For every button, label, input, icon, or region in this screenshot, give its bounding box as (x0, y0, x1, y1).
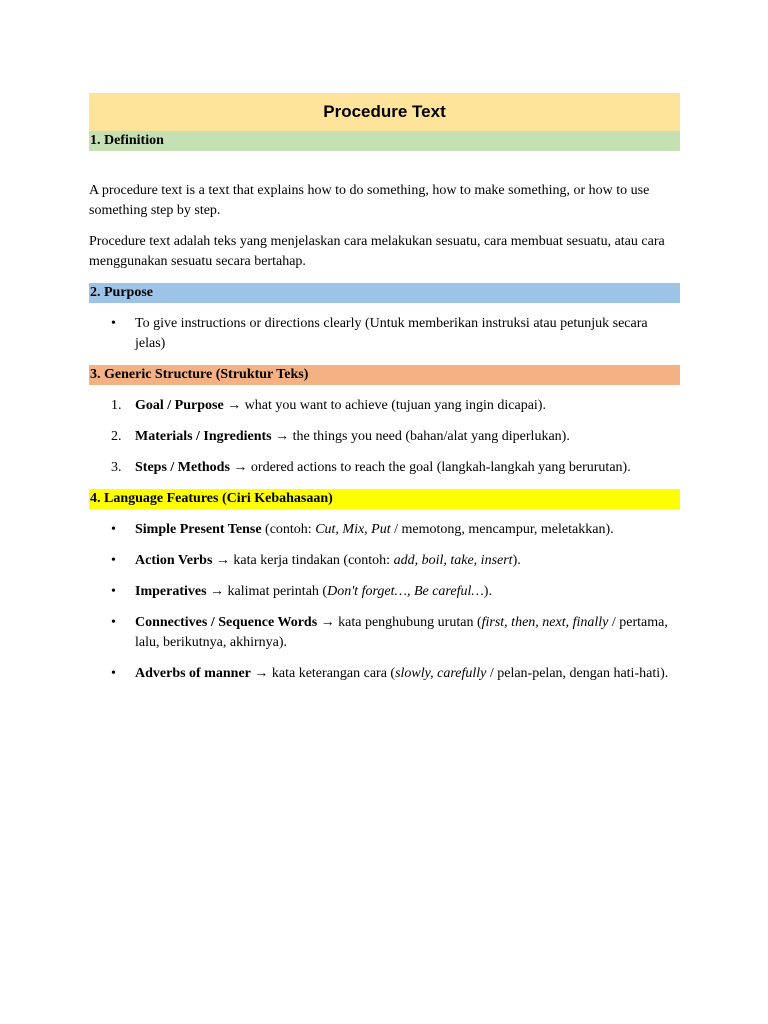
structure-list (89, 396, 680, 478)
feature-text: → kata penghubung urutan ( (317, 615, 482, 630)
document-content (89, 93, 680, 684)
bullet-marker: • (111, 666, 116, 681)
section-heading-structure: 3. Generic Structure (Struktur Teks) (89, 365, 680, 385)
document-title: Procedure Text (89, 93, 680, 131)
structure-description: what you want to achieve (tujuan yang ingin dicapai). (244, 398, 546, 413)
feature-text: → kalimat perintah ( (206, 584, 328, 599)
feature-term: Adverbs of manner (135, 666, 251, 681)
feature-example: slowly, carefully (395, 666, 487, 681)
section-heading-definition: 1. Definition (89, 131, 680, 151)
feature-text: / pertama, lalu, berikutnya, akhirnya). (135, 615, 668, 650)
arrow: → (271, 429, 293, 444)
list-item (89, 396, 680, 416)
list-item (89, 427, 680, 447)
arrow: → (223, 398, 245, 413)
arrow: → (229, 460, 251, 475)
feature-example: add, boil, take, insert (393, 553, 513, 568)
list-item (89, 664, 680, 684)
structure-term: Materials / Ingredients (135, 429, 272, 444)
feature-text: (contoh: (261, 522, 316, 537)
list-item (89, 613, 680, 653)
bullet-marker: • (111, 584, 116, 599)
definition-paragraph-indonesian: Procedure text adalah teks yang menjelaskan cara melakukan sesuatu, cara membuat sesuatu, atau cara menggunakan sesuatu secara bertahap. (89, 234, 665, 269)
language-features-list (89, 520, 680, 684)
bullet-marker: • (111, 316, 116, 331)
feature-term: Connectives / Sequence Words (135, 615, 318, 630)
bullet-marker: • (111, 615, 116, 630)
bullet-marker: • (111, 553, 116, 568)
purpose-item-text: To give instructions or directions clearly (Untuk memberikan instruksi atau petunjuk secara jelas) (135, 316, 648, 351)
feature-example: Cut, Mix, Put (315, 522, 391, 537)
list-item (89, 458, 680, 478)
feature-text: → kata keterangan cara ( (250, 666, 396, 681)
definition-paragraph-english: A procedure text is a text that explains how to do something, how to make something, or how to use something step by step. (89, 183, 650, 218)
list-number: 1. (111, 398, 122, 413)
list-item (89, 551, 680, 571)
feature-text: ). (483, 584, 492, 599)
feature-text: ). (512, 553, 521, 568)
bullet-marker: • (111, 522, 116, 537)
feature-example: first, then, next, finally (481, 615, 609, 630)
feature-text: / pelan-pelan, dengan hati-hati). (486, 666, 669, 681)
feature-term: Simple Present Tense (135, 522, 262, 537)
feature-term: Imperatives (135, 584, 207, 599)
feature-text: / memotong, mencampur, meletakkan). (390, 522, 614, 537)
structure-description: ordered actions to reach the goal (langkah-langkah yang berurutan). (250, 460, 631, 475)
list-item (89, 314, 680, 354)
list-item (89, 520, 680, 540)
list-item (89, 582, 680, 602)
list-number: 3. (111, 460, 122, 475)
structure-term: Goal / Purpose (135, 398, 224, 413)
list-number: 2. (111, 429, 122, 444)
structure-description: the things you need (bahan/alat yang diperlukan). (292, 429, 570, 444)
section-heading-purpose: 2. Purpose (89, 283, 680, 303)
structure-term: Steps / Methods (135, 460, 230, 475)
section-heading-language-features: 4. Language Features (Ciri Kebahasaan) (89, 489, 680, 509)
feature-example: Don't forget…, Be careful… (327, 584, 484, 599)
purpose-list (89, 314, 680, 354)
feature-term: Action Verbs (135, 553, 213, 568)
feature-text: → kata kerja tindakan (contoh: (212, 553, 394, 568)
